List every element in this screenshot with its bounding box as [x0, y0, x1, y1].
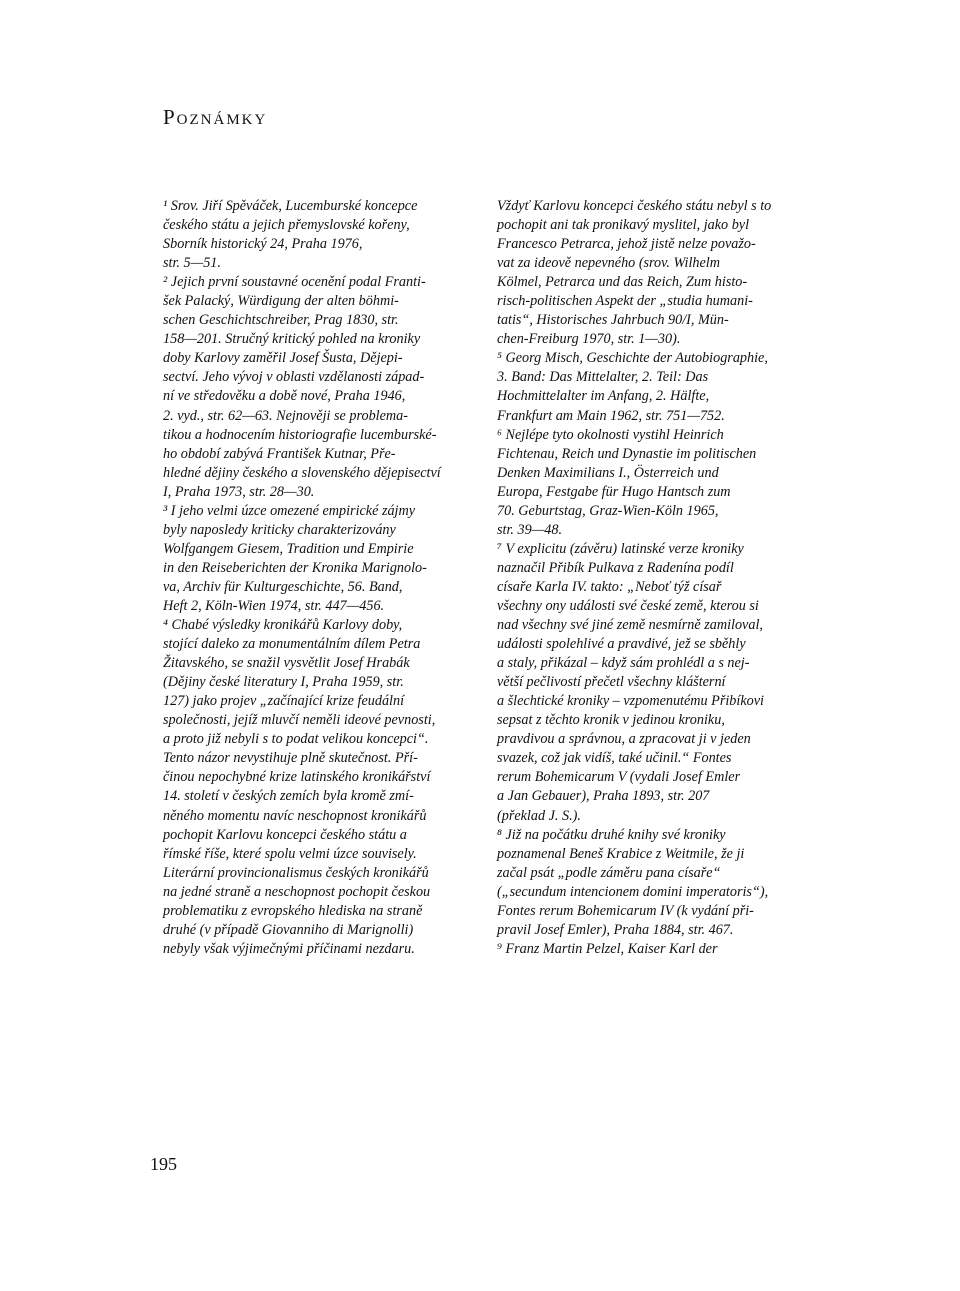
- footnote-line: ⁷ V explicitu (závěru) latinské verze kroniky: [497, 540, 744, 557]
- footnote-line: ² Jejich první soustavné ocenění podal Franti-: [163, 274, 426, 291]
- footnote-line: naznačil Přibík Pulkava z Radenína podíl: [497, 559, 734, 576]
- footnote-line: chen-Freiburg 1970, str. 1—30).: [497, 331, 681, 348]
- footnote-line: doby Karlovy zaměřil Josef Šusta, Dějepi-: [163, 350, 403, 367]
- footnote-line: stojící daleko za monumentálním dílem Petra: [163, 636, 421, 653]
- footnote-line: společnosti, jejíž mluvčí neměli ideové pevnosti,: [163, 712, 436, 729]
- footnote-line: Fichtenau, Reich und Dynastie im politischen: [497, 445, 757, 462]
- footnote-line: Vždyť Karlovu koncepci českého státu nebyl s to: [497, 198, 772, 214]
- footnote-line: a Jan Gebauer), Praha 1893, str. 207: [497, 788, 710, 805]
- footnote-line: problematiku z evropského hlediska na straně: [163, 902, 423, 919]
- footnote-line: (překlad J. S.).: [497, 807, 581, 824]
- footnote-line: I, Praha 1973, str. 28—30.: [163, 483, 315, 500]
- footnote-line: ⁴ Chabé výsledky kronikářů Karlovy doby,: [163, 617, 403, 634]
- footnote-line: („secundum intencionem domini imperatoris“),: [497, 883, 769, 900]
- footnote-line: šek Palacký, Würdigung der alten böhmi-: [163, 293, 399, 310]
- footnote-line: ho období zabývá František Kutnar, Pře-: [163, 445, 396, 462]
- footnote-line: druhé (v případě Giovanniho di Marignolli): [163, 921, 414, 938]
- footnote-line: Francesco Petrarca, jehož jistě nelze považo-: [497, 236, 756, 253]
- footnote-line: císaře Karla IV. takto: „Neboť týž císař: [497, 578, 722, 595]
- page-number: 195: [150, 1154, 177, 1174]
- footnote-line: hledné dějiny českého a slovenského dějepisectví: [163, 464, 441, 481]
- footnote-line: Fontes rerum Bohemicarum IV (k vydání při-: [497, 902, 754, 919]
- footnote-line: činou nepochybné krize latinského kronikářství: [163, 769, 431, 786]
- footnote-line: nad všechny své jiné země nesmírně zamiloval,: [497, 617, 763, 634]
- footnote-line: na jedné straně a neschopnost pochopit českou: [163, 883, 431, 900]
- footnote-line: svazek, což jak vidíš, také učinil.“ Fontes: [497, 750, 732, 767]
- footnote-line: 127) jako projev „začínající krize feudální: [163, 693, 405, 710]
- footnote-line: Literární provincionalismus českých kronikářů: [163, 864, 429, 881]
- footnote-line: pochopit ani tak pronikavý myslitel, jako byl: [497, 217, 750, 234]
- footnote-line: a šlechtické kroniky – vzpomenutému Přibíkovi: [497, 693, 764, 710]
- footnote-line: ⁵ Georg Misch, Geschichte der Autobiographie,: [497, 350, 768, 367]
- footnote-line: římské říše, které spolu velmi úzce souvisely.: [163, 845, 417, 862]
- footnote-line: ¹ Srov. Jiří Spěváček, Lucemburské koncepce: [163, 198, 418, 214]
- footnote-line: 3. Band: Das Mittelalter, 2. Teil: Das: [497, 369, 709, 386]
- footnote-line: a proto již nebyli s to podat velikou koncepci“.: [163, 731, 429, 748]
- footnote-line: Europa, Festgabe für Hugo Hantsch zum: [497, 483, 731, 500]
- footnote-line: pochopit Karlovu koncepci českého státu a: [163, 826, 407, 843]
- footnote-line: a staly, přikázal – když sám prohlédl a s nej-: [497, 655, 750, 672]
- footnote-line: Kölmel, Petrarca und das Reich, Zum histo-: [497, 274, 748, 291]
- footnote-line: ⁶ Nejlépe tyto okolnosti vystihl Heinrich: [497, 426, 724, 443]
- footnote-line: byly naposledy kriticky charakterizovány: [163, 521, 396, 538]
- footnote-line: Tento názor nevystihuje plně skutečnost. Pří-: [163, 750, 418, 767]
- footnote-line: Hochmittelalter im Anfang, 2. Hälfte,: [497, 388, 710, 405]
- footnote-line: 14. století v českých zemích byla kromě zmí-: [163, 788, 414, 805]
- footnote-line: str. 5—51.: [163, 255, 221, 272]
- footnote-line: ³ I jeho velmi úzce omezené empirické zájmy: [163, 502, 416, 519]
- footnote-line: začal psát „podle záměru pana císaře“: [497, 864, 721, 881]
- footnote-line: Frankfurt am Main 1962, str. 751—752.: [497, 407, 725, 424]
- footnote-line: sectví. Jeho vývoj v oblasti vzdělanosti západ-: [163, 369, 425, 386]
- footnote-line: tikou a hodnocením historiografie lucemburské-: [163, 426, 437, 443]
- footnote-line: všechny ony události své české země, kterou si: [497, 597, 759, 614]
- footnote-line: ⁸ Již na počátku druhé knihy své kroniky: [497, 826, 726, 843]
- footnote-line: vat za ideově nepevného (srov. Wilhelm: [497, 255, 720, 272]
- footnote-line: schen Geschichtschreiber, Prag 1830, str.: [163, 312, 399, 329]
- footnote-line: ní ve středověku a době nové, Praha 1946,: [163, 388, 406, 405]
- footnote-line: Wolfgangem Giesem, Tradition und Empirie: [163, 540, 414, 557]
- footnotes-right-column: [497, 197, 797, 959]
- footnote-line: risch-politischen Aspekt der „studia humani-: [497, 293, 753, 310]
- footnote-line: ⁹ Franz Martin Pelzel, Kaiser Karl der: [497, 940, 718, 957]
- footnote-line: pravdivou a správnou, a zpracovat ji v jeden: [497, 731, 751, 748]
- footnote-line: Heft 2, Köln-Wien 1974, str. 447—456.: [163, 597, 385, 614]
- footnote-line: českého státu a jejich přemyslovské kořeny,: [163, 217, 410, 234]
- footnote-line: tatis“, Historisches Jahrbuch 90/I, Mün-: [497, 312, 729, 329]
- footnote-line: (Dějiny české literatury I, Praha 1959, str.: [163, 674, 404, 691]
- footnote-line: pravil Josef Emler), Praha 1884, str. 467.: [497, 921, 734, 938]
- footnote-line: 70. Geburtstag, Graz-Wien-Köln 1965,: [497, 502, 719, 519]
- footnote-line: Žitavského, se snažil vysvětlit Josef Hrabák: [163, 655, 410, 672]
- footnote-line: Sborník historický 24, Praha 1976,: [163, 236, 363, 253]
- footnote-line: va, Archiv für Kulturgeschichte, 56. Band,: [163, 578, 403, 595]
- footnote-line: sepsat z těchto kronik v jedinou kroniku,: [497, 712, 725, 729]
- footnote-line: Denken Maximilians I., Österreich und: [497, 464, 719, 481]
- page-heading: Poznámky: [163, 105, 268, 129]
- footnote-line: poznamenal Beneš Krabice z Weitmile, že ji: [497, 845, 745, 862]
- footnote-line: rerum Bohemicarum V (vydali Josef Emler: [497, 769, 741, 786]
- footnote-line: 2. vyd., str. 62—63. Nejnověji se problema-: [163, 407, 408, 424]
- footnote-line: nebyly však výjimečnými příčinami nezdaru.: [163, 940, 415, 957]
- footnote-line: něného momentu navíc neschopnost kronikářů: [163, 807, 427, 824]
- footnote-line: in den Reiseberichten der Kronika Marignolo-: [163, 559, 427, 576]
- footnote-line: události spolehlivé a pravdivé, jež se sběhly: [497, 636, 746, 653]
- footnote-line: 158—201. Stručný kritický pohled na kroniky: [163, 331, 421, 348]
- footnote-line: str. 39—48.: [497, 521, 563, 538]
- footnotes-left-column: [163, 197, 463, 959]
- footnote-line: větší pečlivostí přečetl všechny klášterní: [497, 674, 726, 691]
